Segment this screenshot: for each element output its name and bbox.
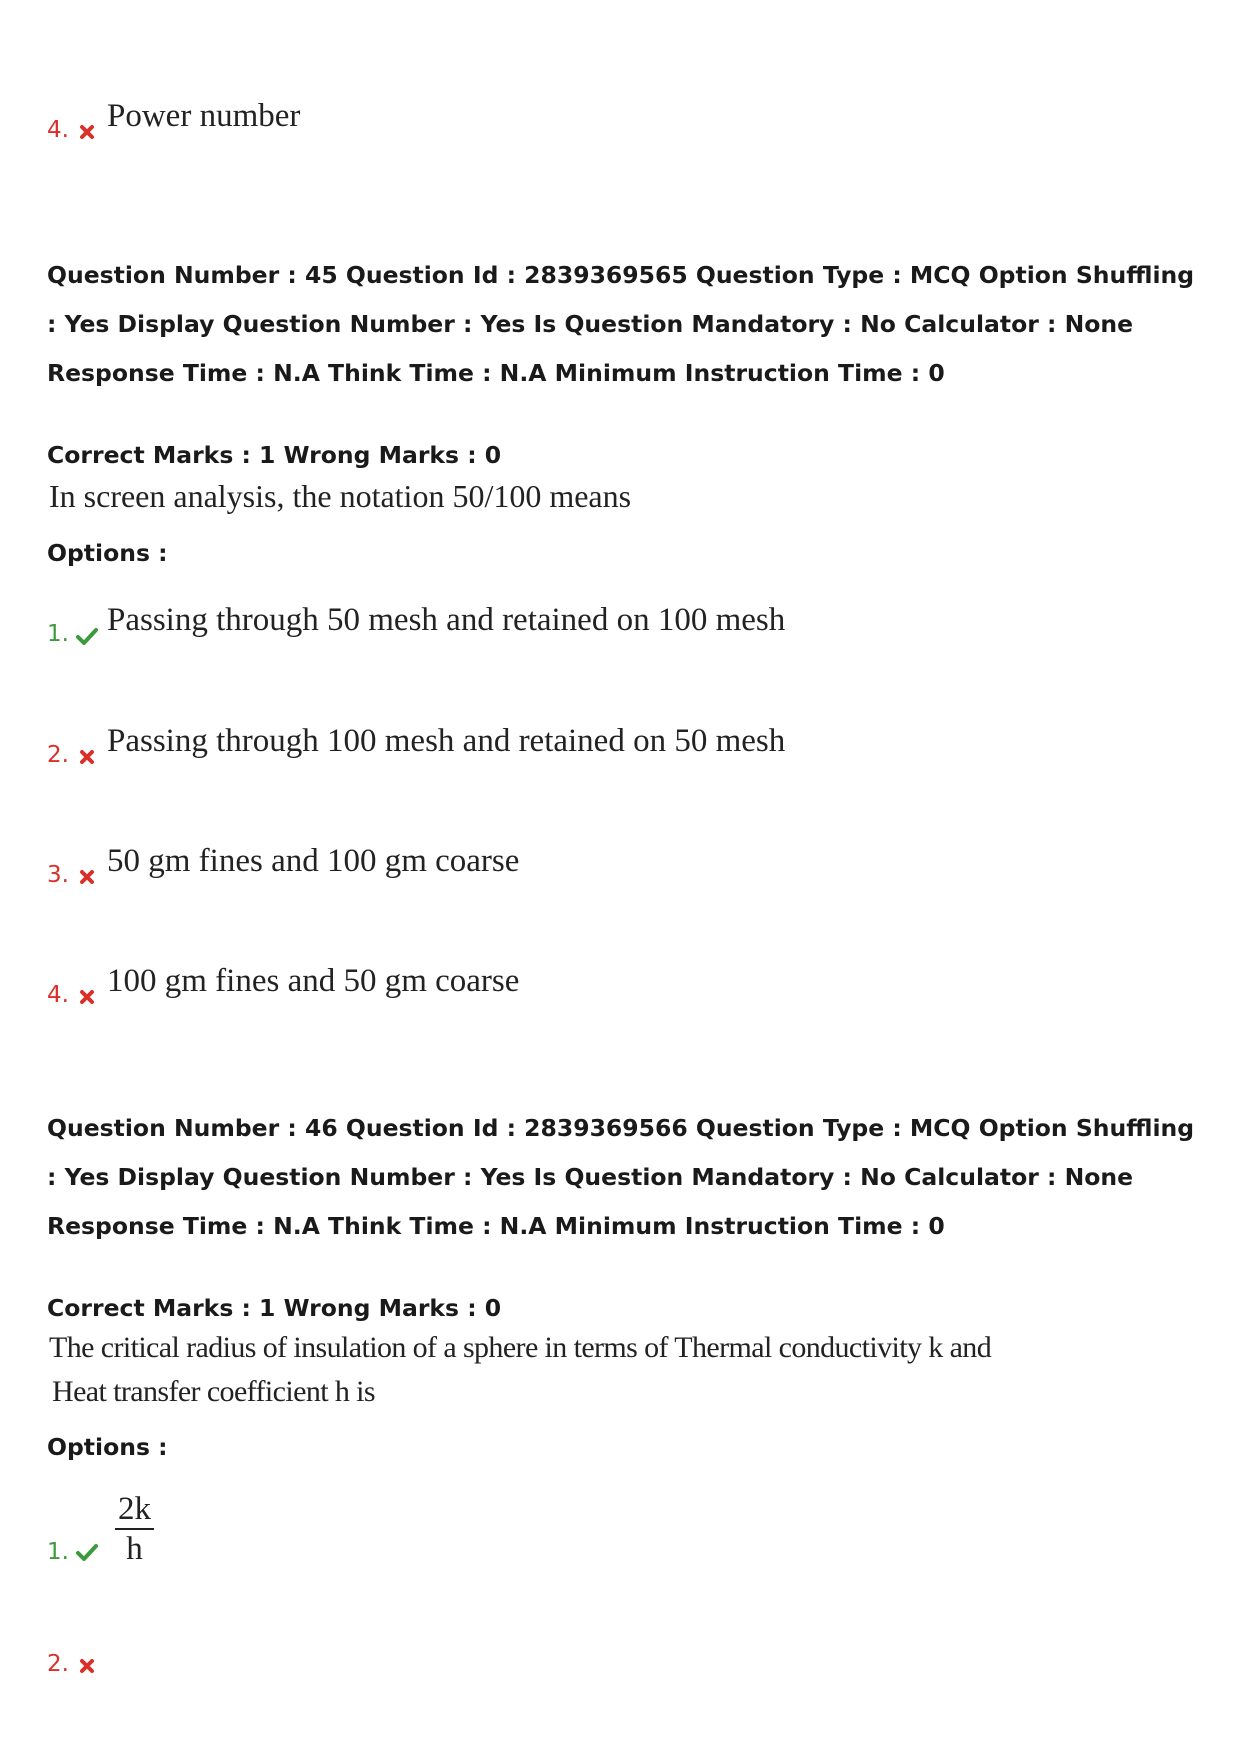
question-text-line-2: Heat transfer coefficient h is [52, 1375, 375, 1408]
cross-icon [75, 985, 99, 1009]
cross-icon [75, 1654, 99, 1678]
question-meta: Question Number : 45 Question Id : 2839369565 Question Type : MCQ Option Shuffling : Yes Display Question Number : Yes Is Question Mandatory : No Calculator : None Response Time : N.A Think Time : N.A Minimum Instruction Time : 0 [47, 261, 1195, 387]
option-item [47, 963, 520, 1009]
option-text: Passing through 50 mesh and retained on 100 mesh [107, 602, 786, 638]
option-number: 4. [47, 117, 69, 143]
check-icon [75, 1540, 99, 1564]
cross-icon [75, 745, 99, 769]
question-text-line-1: The critical radius of insulation of a sphere in terms of Thermal conductivity k and [49, 1331, 992, 1364]
option-item [47, 723, 786, 769]
option-number: 4. [47, 982, 69, 1008]
option-number: 3. [47, 862, 69, 888]
option-number: 2. [47, 1651, 69, 1677]
option-item [47, 602, 786, 648]
question-text: In screen analysis, the notation 50/100 means [49, 478, 632, 514]
option-number: 2. [47, 742, 69, 768]
option-item [47, 1650, 107, 1678]
fraction-denominator: h [126, 1531, 143, 1567]
option-number: 1. [47, 621, 69, 647]
fraction-answer [115, 1490, 154, 1568]
option-item [47, 1490, 154, 1568]
cross-icon [75, 120, 99, 144]
marks-line: Correct Marks : 1 Wrong Marks : 0 [47, 1294, 502, 1322]
option-text: Passing through 100 mesh and retained on 50 mesh [107, 723, 786, 759]
option-text: Power number [107, 98, 301, 134]
fraction-numerator: 2k [115, 1490, 154, 1530]
question-meta: Question Number : 46 Question Id : 2839369566 Question Type : MCQ Option Shuffling : Yes Display Question Number : Yes Is Question Mandatory : No Calculator : None Response Time : N.A Think Time : N.A Minimum Instruction Time : 0 [47, 1114, 1195, 1240]
options-label: Options : [47, 1433, 168, 1461]
option-item [47, 843, 520, 889]
marks-line: Correct Marks : 1 Wrong Marks : 0 [47, 441, 502, 469]
option-number: 1. [47, 1539, 69, 1565]
cross-icon [75, 865, 99, 889]
check-icon [75, 624, 99, 648]
option-text: 100 gm fines and 50 gm coarse [107, 963, 520, 999]
option-item [47, 98, 301, 144]
option-text: 50 gm fines and 100 gm coarse [107, 843, 520, 879]
options-label: Options : [47, 539, 168, 567]
